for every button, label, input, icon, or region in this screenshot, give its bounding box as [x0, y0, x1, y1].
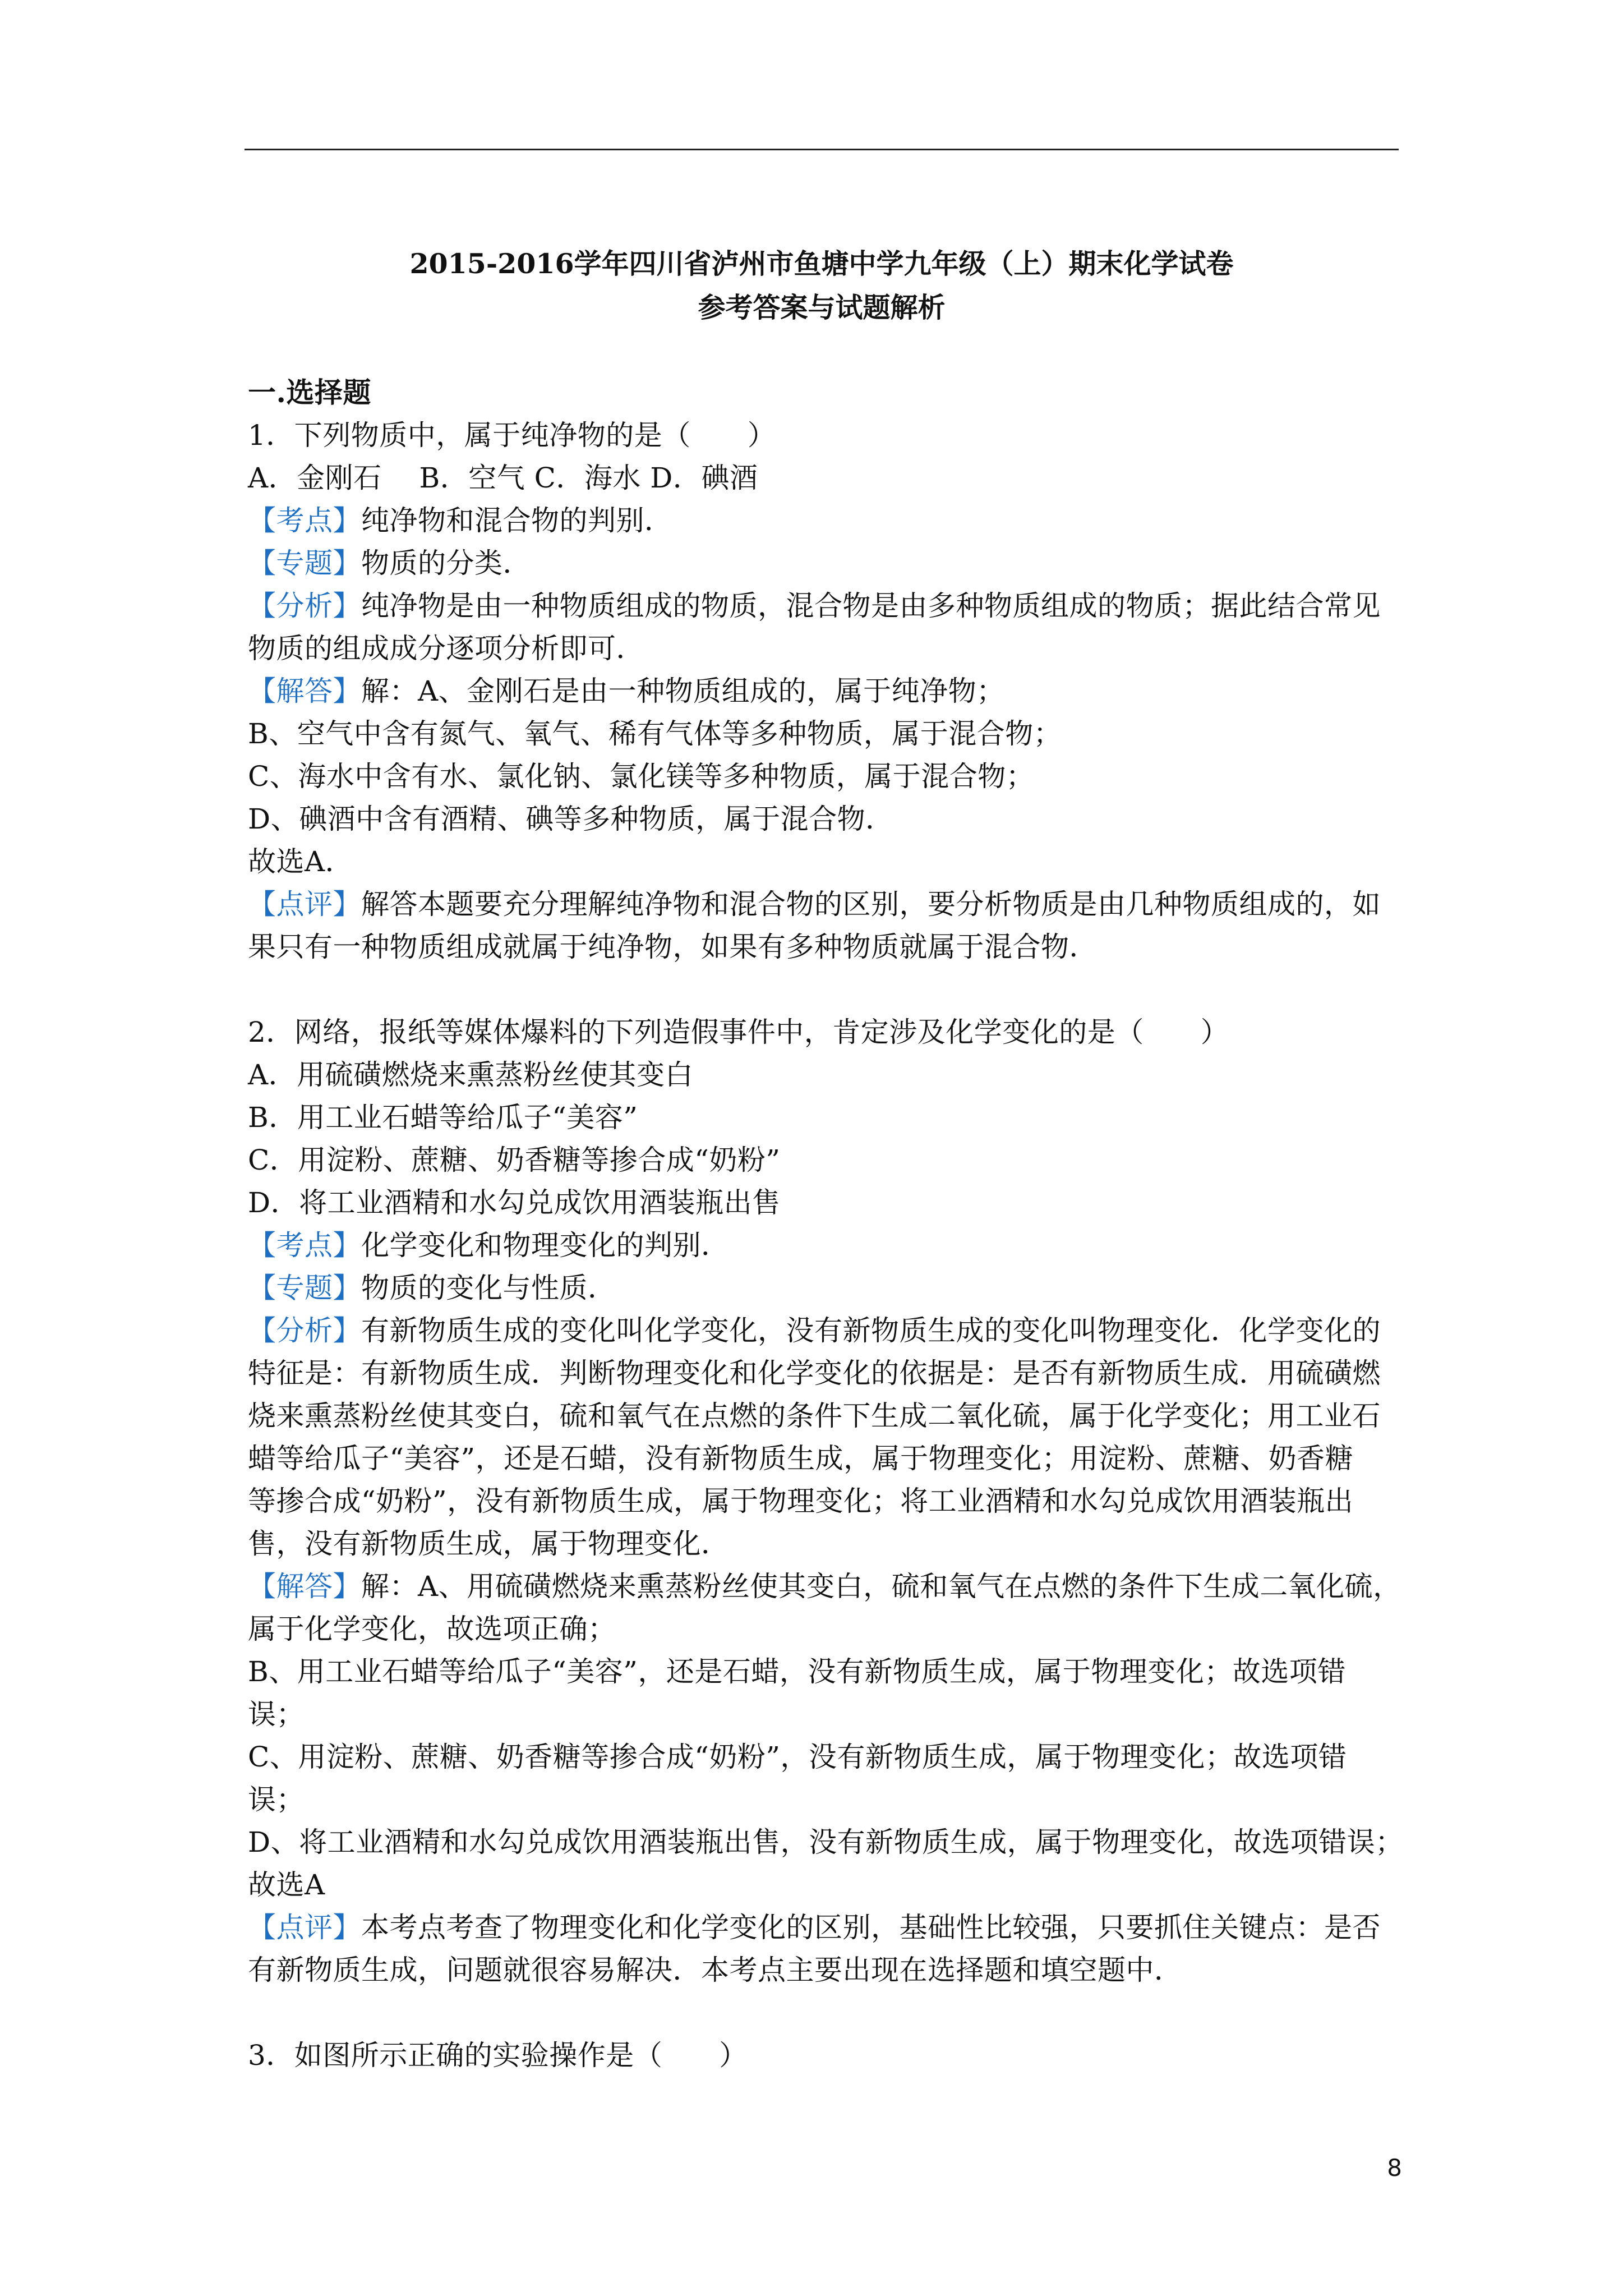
q2-zhuanti-text: 物质的变化与性质．: [361, 1272, 616, 1304]
dianping-tag: 【点评】: [248, 1911, 361, 1944]
q1-kaodian: [248, 503, 1399, 539]
zhuanti-tag: 【专题】: [248, 1272, 361, 1304]
q2-fenxi-line-6: 售，没有新物质生成，属于物理变化．: [248, 1527, 730, 1560]
jieda-tag: 【解答】: [248, 675, 361, 707]
q2-fenxi: [248, 1313, 1399, 1349]
q2-fenxi-line-3: 烧来熏蒸粉丝使其变白，硫和氧气在点燃的条件下生成二氧化硫，属于化学变化；用工业石: [248, 1400, 1381, 1432]
zhuanti-tag: 【专题】: [248, 547, 361, 579]
q2-dianping-line-2: 有新物质生成，问题就很容易解决．本考点主要出现在选择题和填空题中．: [248, 1954, 1183, 1986]
q2-zhuanti: [248, 1270, 1399, 1306]
q1-jieda-line-3: C、海水中含有水、氯化钠、氯化镁等多种物质，属于混合物；: [248, 760, 1035, 793]
q1-fenxi: [248, 588, 1399, 624]
q1-kaodian-text: 纯净物和混合物的判别．: [361, 504, 673, 537]
q1-options: A．金刚石 B．空气 C．海水 D．碘酒: [248, 462, 758, 494]
q1-jieda-text: 解：A、金刚石是由一种物质组成的，属于纯净物；: [361, 675, 1005, 707]
q2-answer: 故选A: [248, 1869, 325, 1901]
q1-jieda: [248, 673, 1399, 709]
fenxi-tag: 【分析】: [248, 590, 361, 622]
q1-zhuanti-text: 物质的分类．: [361, 547, 531, 579]
q1-stem: 1．下列物质中，属于纯净物的是（ ）: [248, 419, 776, 452]
q2-option-a: A．用硫磺燃烧来熏蒸粉丝使其变白: [248, 1059, 694, 1091]
q2-dianping-text: 本考点考查了物理变化和化学变化的区别，基础性比较强，只要抓住关键点：是否: [361, 1911, 1381, 1944]
q2-dianping: [248, 1910, 1399, 1945]
q2-stem: 2．网络，报纸等媒体爆料的下列造假事件中，肯定涉及化学变化的是（ ）: [248, 1016, 1229, 1048]
page-number: 8: [1387, 2154, 1402, 2182]
fenxi-tag: 【分析】: [248, 1314, 361, 1347]
q2-option-d: D．将工业酒精和水勾兑成饮用酒装瓶出售: [248, 1186, 781, 1219]
q1-zhuanti: [248, 545, 1399, 581]
q1-dianping: [248, 886, 1399, 922]
q2-jieda-line-3: B、用工业石蜡等给瓜子“美容”，还是石蜡，没有新物质生成，属于物理变化；故选项错: [248, 1655, 1346, 1688]
q1-fenxi-line-2: 物质的组成成分逐项分析即可．: [248, 632, 644, 665]
document-subtitle: 参考答案与试题解析: [698, 291, 946, 324]
q2-jieda: [248, 1568, 1399, 1604]
q3-stem: 3．如图所示正确的实验操作是（ ）: [248, 2039, 748, 2072]
q1-jieda-line-4: D、碘酒中含有酒精、碘等多种物质，属于混合物．: [248, 803, 894, 835]
q1-dianping-text: 解答本题要充分理解纯净物和混合物的区别，要分析物质是由几种物质组成的，如: [361, 888, 1381, 921]
q2-fenxi-text: 有新物质生成的变化叫化学变化，没有新物质生成的变化叫物理变化．化学变化的: [361, 1314, 1381, 1347]
q1-fenxi-text: 纯净物是由一种物质组成的物质，混合物是由多种物质组成的物质；据此结合常见: [361, 590, 1381, 622]
section-heading: 一.选择题: [248, 376, 371, 409]
q2-jieda-text: 解：A、用硫磺燃烧来熏蒸粉丝使其变白，硫和氧气在点燃的条件下生成二氧化硫，: [361, 1570, 1401, 1603]
kaodian-tag: 【考点】: [248, 504, 361, 537]
dianping-tag: 【点评】: [248, 888, 361, 921]
header-rule: [245, 149, 1399, 150]
q2-kaodian: [248, 1227, 1399, 1263]
document-title: 2015-2016学年四川省泸州市鱼塘中学九年级（上）期末化学试卷: [409, 247, 1234, 280]
q2-fenxi-line-5: 等掺合成“奶粉”，没有新物质生成，属于物理变化；将工业酒精和水勾兑成饮用酒装瓶出: [248, 1485, 1354, 1517]
q2-jieda-line-7: D、将工业酒精和水勾兑成饮用酒装瓶出售，没有新物质生成，属于物理变化，故选项错误；: [248, 1826, 1404, 1858]
q1-dianping-line-2: 果只有一种物质组成就属于纯净物，如果有多种物质就属于混合物．: [248, 931, 1098, 963]
q2-jieda-line-6: 误；: [248, 1783, 305, 1816]
q2-fenxi-line-4: 蜡等给瓜子“美容”，还是石蜡，没有新物质生成，属于物理变化；用淀粉、蔗糖、奶香糖: [248, 1442, 1354, 1475]
q2-jieda-line-2: 属于化学变化，故选项正确；: [248, 1613, 616, 1645]
q1-answer: 故选A．: [248, 845, 354, 878]
q2-jieda-line-4: 误；: [248, 1698, 305, 1731]
kaodian-tag: 【考点】: [248, 1229, 361, 1262]
q2-fenxi-line-2: 特征是：有新物质生成．判断物理变化和化学变化的依据是：是否有新物质生成．用硫磺燃: [248, 1357, 1381, 1389]
q1-jieda-line-2: B、空气中含有氮气、氧气、稀有气体等多种物质，属于混合物；: [248, 717, 1062, 750]
jieda-tag: 【解答】: [248, 1570, 361, 1603]
q2-option-b: B．用工业石蜡等给瓜子“美容”: [248, 1101, 638, 1134]
q2-jieda-line-5: C、用淀粉、蔗糖、奶香糖等掺合成“奶粉”，没有新物质生成，属于物理变化；故选项错: [248, 1741, 1347, 1773]
q2-kaodian-text: 化学变化和物理变化的判别．: [361, 1229, 730, 1262]
q2-option-c: C．用淀粉、蔗糖、奶香糖等掺合成“奶粉”: [248, 1144, 781, 1176]
